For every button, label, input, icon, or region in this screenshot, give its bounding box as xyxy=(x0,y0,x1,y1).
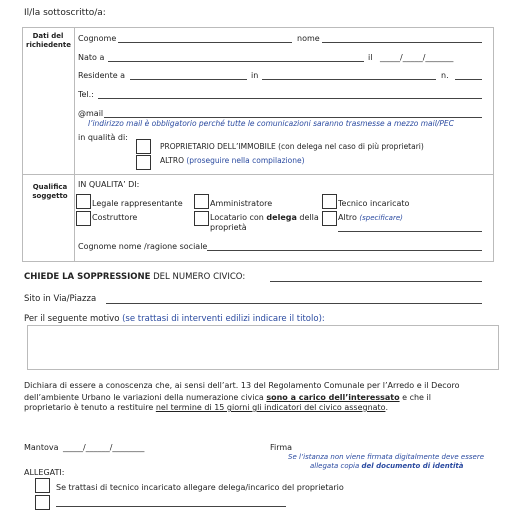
dich-line-1: Dichiara di essere a conoscenza che, ai sensi dell’art. 13 del Regolamento Comunale per l’Arredo e il Decoro xyxy=(24,381,460,390)
civico-field[interactable] xyxy=(455,79,482,80)
allegato-1-checkbox[interactable] xyxy=(35,478,50,493)
altro-label xyxy=(160,157,305,165)
amministratore-checkbox[interactable] xyxy=(194,194,209,209)
motivo-text: Per il seguente motivo xyxy=(24,314,120,324)
nome-field[interactable] xyxy=(322,42,482,43)
altro-qualifica-field[interactable] xyxy=(338,231,482,232)
chiede-text xyxy=(24,273,245,282)
nome-label: nome xyxy=(297,34,320,43)
altro-qualifica-label xyxy=(338,214,403,222)
email-note: l’indirizzo mail è obbligatorio perché tutte le comunicazioni saranno trasmesse a mezzo mail/PEC xyxy=(88,119,454,128)
allegati-label: ALLEGATI: xyxy=(24,468,65,477)
chiede-rest: DEL NUMERO CIVICO: xyxy=(153,272,246,282)
locatario-label-line2: proprietà xyxy=(210,223,247,232)
locatario-text: Locatario con xyxy=(210,213,264,222)
dich-2a: dell’ambiente Urbano le variazioni della numerazione civica xyxy=(24,393,264,402)
civico-soppresso-field[interactable] xyxy=(270,281,482,282)
proprietario-checkbox[interactable] xyxy=(136,139,151,154)
altro-qualifica-text: Altro xyxy=(338,213,357,222)
sito-label: Sito in Via/Piazza xyxy=(24,294,97,304)
qualifica-label-1: Qualifica xyxy=(32,183,68,191)
firma-note-2a: allegata copia xyxy=(310,462,360,470)
proprietario-label: PROPRIETARIO DELL’IMMOBILE (con delega nel caso di più proprietari) xyxy=(160,142,424,151)
birth-date-field[interactable]: _____/_____/_______ xyxy=(380,53,454,62)
tecnico-checkbox[interactable] xyxy=(322,194,337,209)
ragione-label: Cognome nome /ragione sociale xyxy=(78,242,208,251)
costruttore-label: Costruttore xyxy=(92,213,138,222)
nato-a-label: Nato a xyxy=(78,53,105,62)
date-field[interactable]: _____/______/________ xyxy=(63,443,145,452)
locatario-label xyxy=(210,214,319,222)
qualifica-heading: IN QUALITA’ DI: xyxy=(78,180,140,189)
tecnico-label: Tecnico incaricato xyxy=(338,199,410,208)
altro-qualifica-checkbox[interactable] xyxy=(322,211,337,226)
sito-field[interactable] xyxy=(106,303,482,304)
legale-checkbox[interactable] xyxy=(76,194,91,209)
legale-label: Legale rappresentante xyxy=(92,199,183,208)
dich-2b: sono a carico dell’interessato xyxy=(266,393,400,402)
mantova-label: Mantova xyxy=(24,443,59,452)
locatario-checkbox[interactable] xyxy=(194,211,209,226)
altro-text: ALTRO xyxy=(160,156,184,165)
nato-a-field[interactable] xyxy=(108,61,364,62)
dich-3a: proprietario è tenuto a restituire xyxy=(24,403,154,412)
firma-note-2b: del documento di identità xyxy=(361,462,464,470)
richiedente-label-2: richiedente xyxy=(26,41,71,49)
tel-field[interactable] xyxy=(98,98,482,99)
dich-3b: nel termine di 15 giorni gli indicatori del civico assegnato xyxy=(155,403,386,412)
dich-3c: . xyxy=(385,403,388,412)
altro-note: (proseguire nella compilazione) xyxy=(186,156,305,165)
motivo-label xyxy=(24,315,325,324)
motivo-note: (se trattasi di interventi edilizi indicare il titolo): xyxy=(122,314,325,324)
tel-label: Tel.: xyxy=(78,90,94,99)
dich-line-2 xyxy=(24,394,431,402)
chiede-bold: CHIEDE LA SOPPRESSIONE xyxy=(24,272,151,282)
intro-text: Il/la sottoscritto/a: xyxy=(24,8,106,18)
richiedente-label-1: Dati del xyxy=(32,32,64,40)
in-qualita-label: in qualità di: xyxy=(78,133,128,142)
firma-note-2 xyxy=(310,463,464,470)
residente-label: Residente a xyxy=(78,71,126,80)
motivo-textarea[interactable] xyxy=(27,325,499,370)
allegato-2-checkbox[interactable] xyxy=(35,495,50,510)
label-column-divider xyxy=(74,27,75,262)
amministratore-label: Amministratore xyxy=(210,199,273,208)
allegato-2-field[interactable] xyxy=(56,506,286,507)
il-label: il xyxy=(368,53,373,62)
cognome-label: Cognome xyxy=(78,34,117,43)
email-field[interactable] xyxy=(104,117,482,118)
cognome-field[interactable] xyxy=(118,42,292,43)
qualifica-label-2: soggetto xyxy=(32,192,68,200)
ragione-field[interactable] xyxy=(207,250,482,251)
firma-label: Firma xyxy=(270,443,293,452)
residente-city-field[interactable] xyxy=(130,79,247,80)
altro-qualifica-note: (specificare) xyxy=(359,214,403,222)
civico-label: n. xyxy=(441,71,449,80)
allegato-1-label: Se trattasi di tecnico incaricato allegare delega/incarico del proprietario xyxy=(56,483,344,492)
locatario-delega: delega xyxy=(266,213,297,222)
costruttore-checkbox[interactable] xyxy=(76,211,91,226)
dich-line-3 xyxy=(24,404,388,412)
dich-2c: e che il xyxy=(402,393,431,402)
section-divider xyxy=(22,174,494,175)
email-label: @mail xyxy=(78,109,104,118)
in-label: in xyxy=(251,71,259,80)
firma-note-1: Se l’istanza non viene firmata digitalmente deve essere xyxy=(288,453,485,461)
residente-street-field[interactable] xyxy=(262,79,436,80)
altro-checkbox[interactable] xyxy=(136,155,151,170)
locatario-della: della xyxy=(299,213,319,222)
